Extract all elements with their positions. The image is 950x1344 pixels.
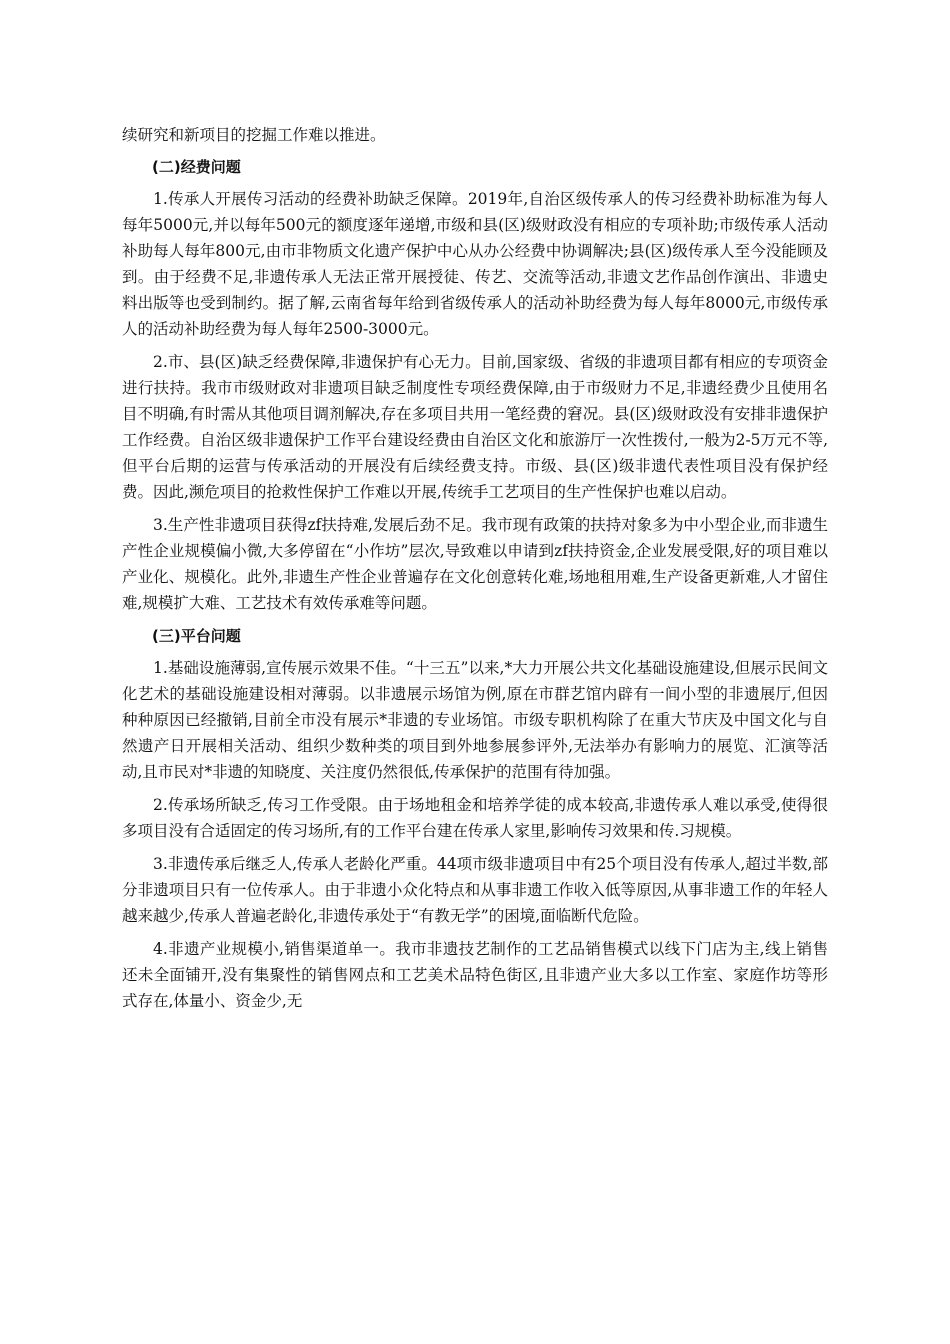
document-page <box>122 122 828 1021</box>
section-platform-issues <box>122 623 828 1014</box>
paragraph-platform-3: 3.非遗传承后继乏人,传承人老龄化严重。44项市级非遗项目中有25个项目没有传承人,超过半数,部分非遗项目只有一位传承人。由于非遗小众化特点和从事非遗工作收入低等原因,从事非遗工作的年轻人越来越少,传承人普遍老龄化,非遗传承处于“有教无学”的困境,面临断代危险。 <box>122 855 828 925</box>
section-heading-funding: (二)经费问题 <box>152 158 241 176</box>
paragraph-funding-3: 3.生产性非遗项目获得zf扶持难,发展后劲不足。我市现有政策的扶持对象多为中小型企业,而非遗生产性企业规模偏小微,大多停留在“小作坊”层次,导致难以申请到zf扶持资金,企业发展受限,好的项目难以产业化、规模化。此外,非遗生产性企业普遍存在文化创意转化难,场地租用难,生产设备更新难,人才留住难,规模扩大难、工艺技术有效传承难等问题。 <box>122 516 828 612</box>
paragraph-funding-1: 1.传承人开展传习活动的经费补助缺乏保障。2019年,自治区级传承人的传习经费补助标准为每人每年5000元,并以每年500元的额度逐年递增,市级和县(区)级财政没有相应的专项补助;市级传承人活动补助每人每年800元,由市非物质文化遗产保护中心从办公经费中协调解决;县(区)级传承人至今没能顾及到。由于经费不足,非遗传承人无法正常开展授徒、传艺、交流等活动,非遗文艺作品创作演出、非遗史料出版等也受到制约。据了解,云南省每年给到省级传承人的活动补助经费为每人每年8000元,市级传承人的活动补助经费为每人每年2500-3000元。 <box>122 190 828 338</box>
paragraph-platform-4: 4.非遗产业规模小,销售渠道单一。我市非遗技艺制作的工艺品销售模式以线下门店为主,线上销售还未全面铺开,没有集聚性的销售网点和工艺美术品特色街区,且非遗产业大多以工作室、家庭作坊等形式存在,体量小、资金少,无 <box>122 940 828 1010</box>
section-funding-issues <box>122 154 828 616</box>
paragraph-funding-2: 2.市、县(区)缺乏经费保障,非遗保护有心无力。目前,国家级、省级的非遗项目都有相应的专项资金进行扶持。我市市级财政对非遗项目缺乏制度性专项经费保障,由于市级财力不足,非遗经费少且使用名目不明确,有时需从其他项目调剂解决,存在多项目共用一笔经费的窘况。县(区)级财政没有安排非遗保护工作经费。自治区级非遗保护工作平台建设经费由自治区文化和旅游厅一次性拨付,一般为2-5万元不等,但平台后期的运营与传承活动的开展没有后续经费支持。市级、县(区)级非遗代表性项目没有保护经费。因此,濒危项目的抢救性保护工作难以开展,传统手工艺项目的生产性保护也难以启动。 <box>122 353 828 501</box>
paragraph-platform-2: 2.传承场所缺乏,传习工作受限。由于场地租金和培养学徒的成本较高,非遗传承人难以承受,使得很多项目没有合适固定的传习场所,有的工作平台建在传承人家里,影响传习效果和传.习规模。 <box>122 796 828 840</box>
continuation-paragraph: 续研究和新项目的挖掘工作难以推进。 <box>122 126 386 144</box>
section-heading-platform: (三)平台问题 <box>152 627 241 645</box>
paragraph-platform-1: 1.基础设施薄弱,宣传展示效果不佳。“十三五”以来,*大力开展公共文化基础设施建设,但展示民间文化艺术的基础设施建设相对薄弱。以非遗展示场馆为例,原在市群艺馆内辟有一间小型的非遗展厅,但因种种原因已经撤销,目前全市没有展示*非遗的专业场馆。市级专职机构除了在重大节庆及中国文化与自然遗产日开展相关活动、组织少数种类的项目到外地参展参评外,无法举办有影响力的展览、汇演等活动,且市民对*非遗的知晓度、关注度仍然很低,传承保护的范围有待加强。 <box>122 659 828 781</box>
